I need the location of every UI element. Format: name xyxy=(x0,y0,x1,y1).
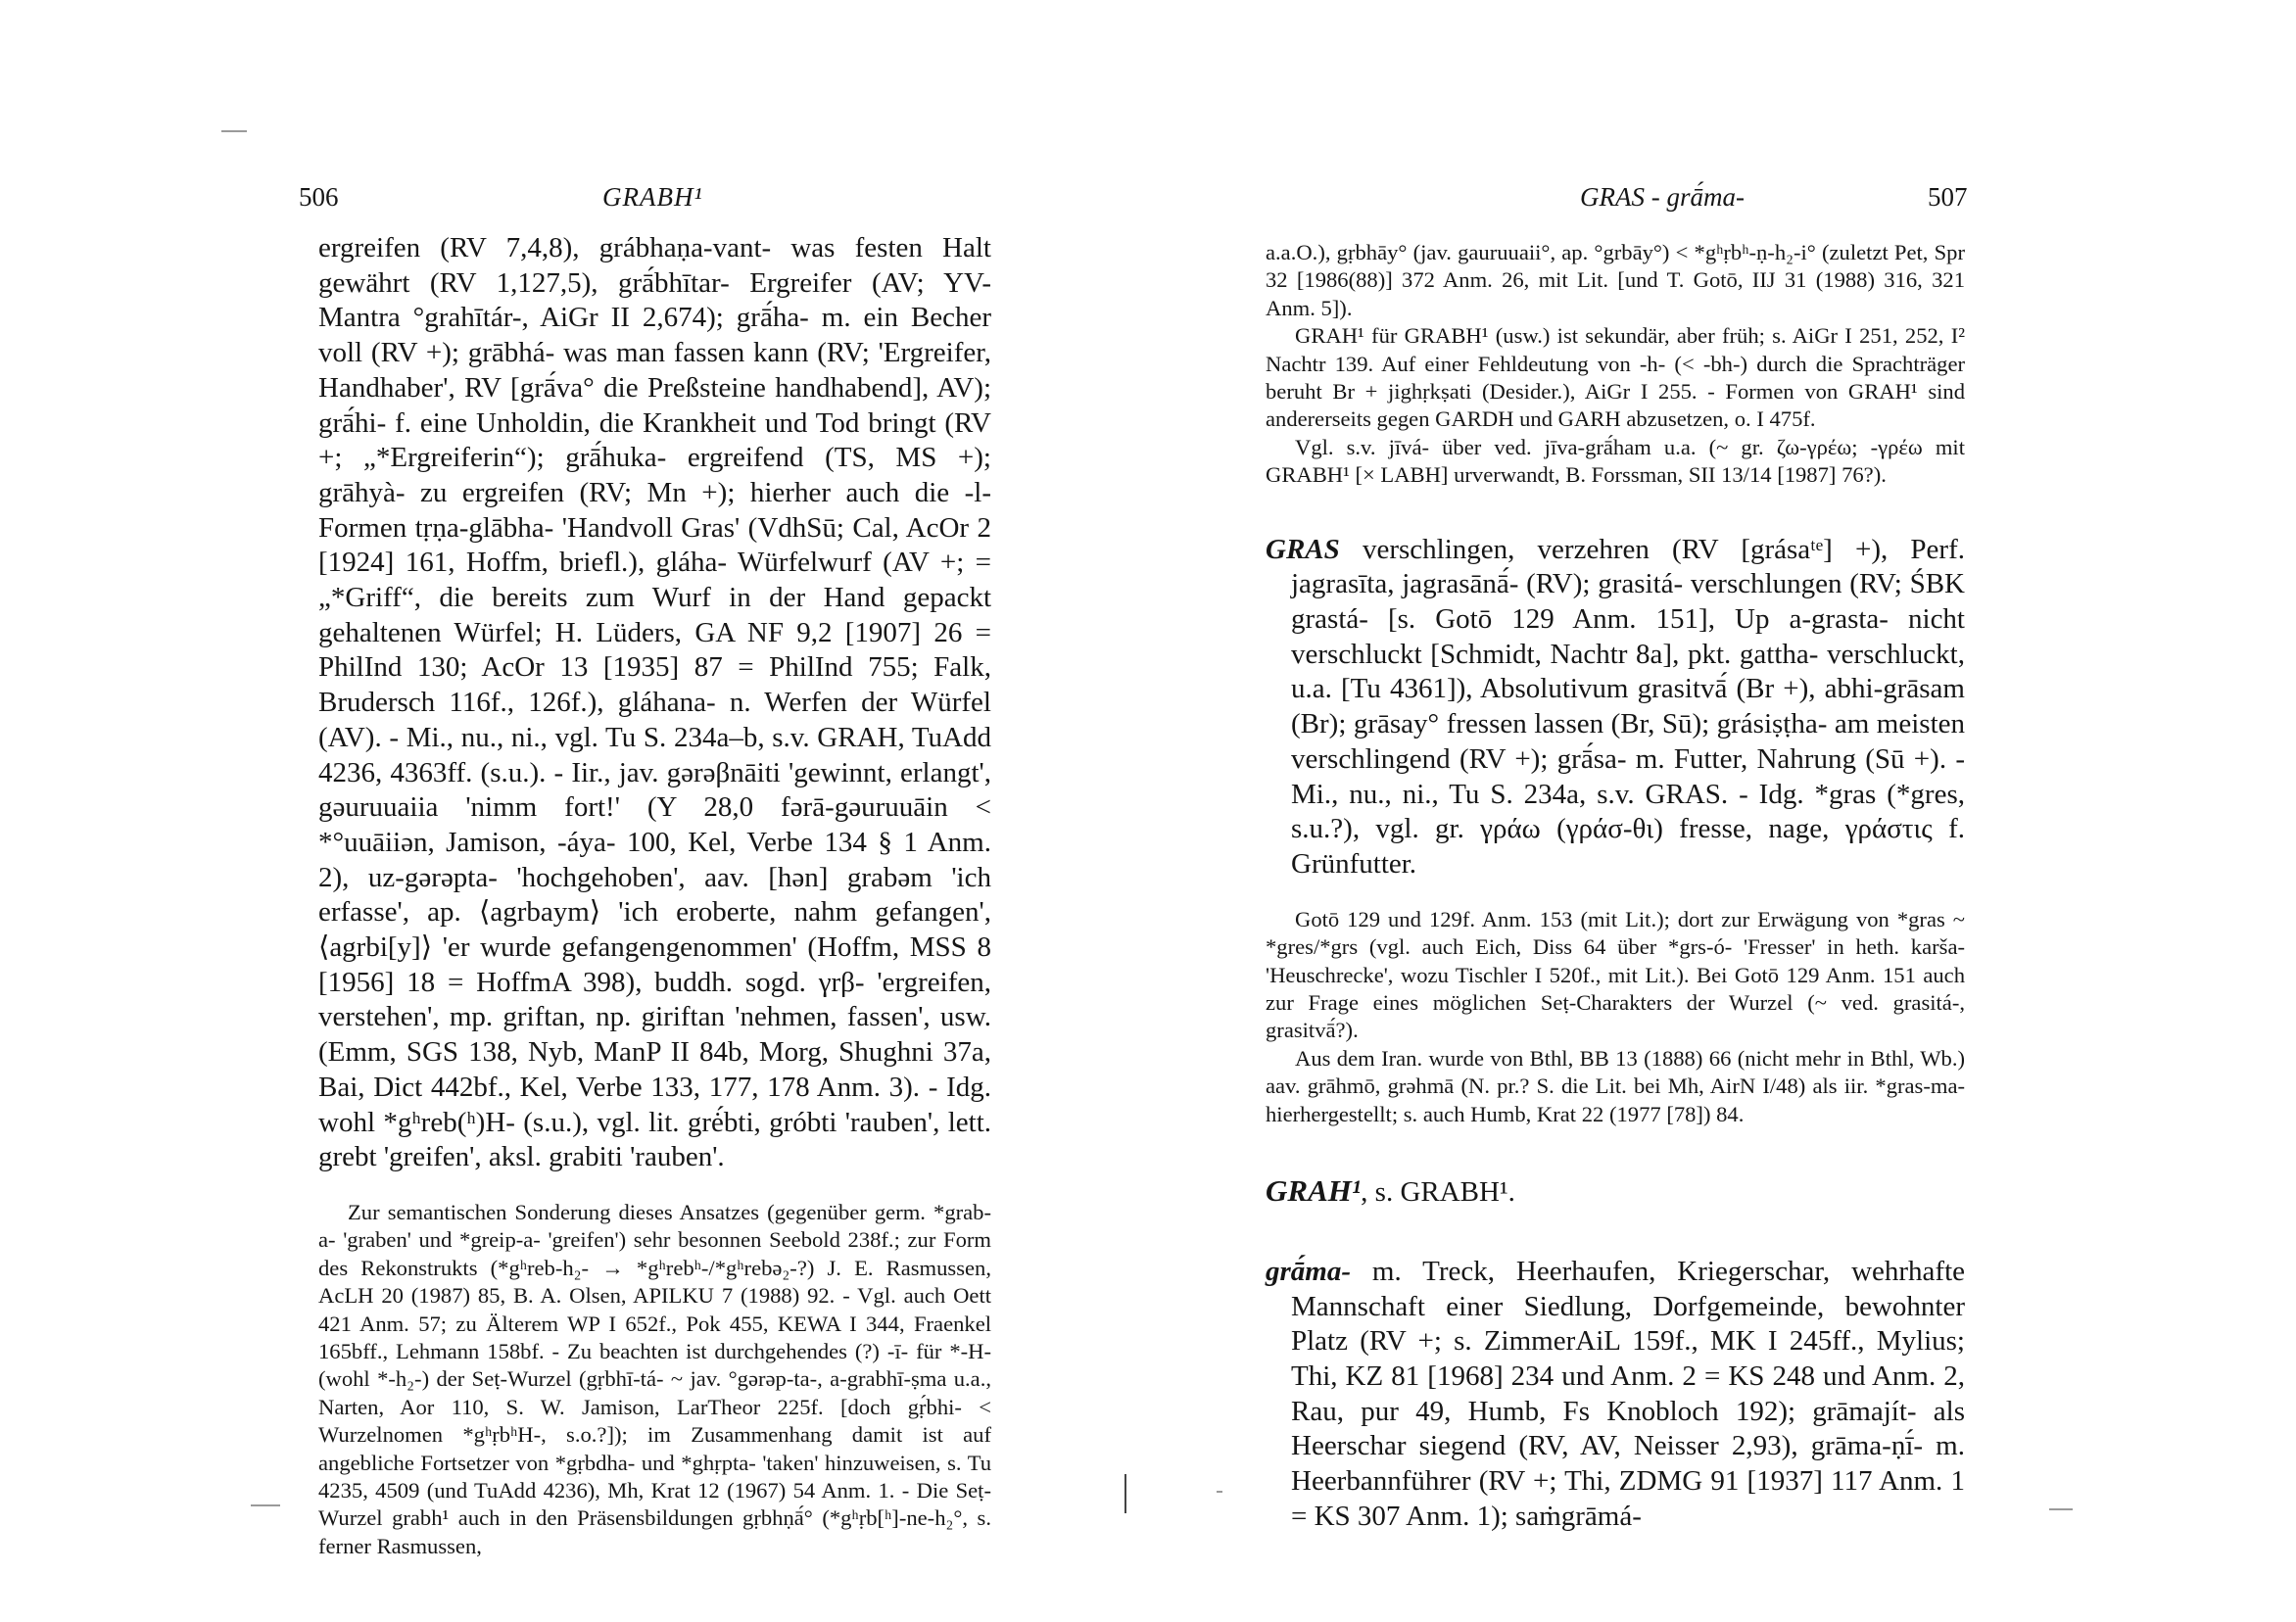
grah-crossref-target: , s. GRABH¹. xyxy=(1361,1175,1515,1208)
grama-definition: m. Treck, Heerhaufen, Kriegerschar, wehrhafte Mannschaft einer Siedlung, Dorfgemeinde, bewohnter Platz (RV +; s. ZimmerAiL 159f., MK I 245ff., Mylius; Thi, KZ 81 [1968] 234 und Anm. 2 = KS 248 und Anm. 2, Rau, pur 49, Humb, Fs Knobloch 192); grāmajít- als Heerschar siegend (RV, AV, Neisser 2,93), grāma-ṇī́- m. Heerbannführer (RV +; Thi, ZDMG 91 [1937] 117 Anm. 1 = KS 307 Anm. 1); saṁgrāmá- xyxy=(1291,1255,1965,1532)
grah-crossref-entry xyxy=(1266,1173,1965,1210)
grabh-entry-continuation: ergreifen (RV 7,4,8), grábhaṇa-vant- was festen Halt gewährt (RV 1,127,5), grā́bhītar- Ergreifer (AV; YV-Mantra °grahītár-, AiGr II 2,674); grā́ha- m. ein Becher voll (RV +); grābhá- was man fassen kann (RV; 'Ergreifer, Handhaber', RV [grā́va° die Preßsteine handhabend], AV); grā́hi- f. eine Unholdin, die Krankheit und Tod bringt (RV +; „*Ergreiferin“); grā́huka- ergreifend (TS, MS +); grāhyà- zu ergreifen (RV; Mn +); hierher auch die -l-Formen tṛṇa-glābha- 'Handvoll Gras' (VdhSū; Cal, AcOr 2 [1924] 161, Hoffm, briefl.), gláha- Würfelwurf (AV +; = „*Griff“, die bereits zum Wurf in der Hand gepackt gehaltenen Würfel; H. Lüders, GA NF 9,2 [1907] 26 = PhilInd 130; AcOr 13 [1935] 87 = PhilInd 755; Falk, Brudersch 116f., 126f.), gláhana- n. Werfen der Würfel (AV). - Mi., nu., ni., vgl. Tu S. 234a–b, s.v. GRAH, TuAdd 4236, 4363ff. (s.u.). - Iir., jav. gərəβnāiti 'gewinnt, erlangt', gəuruuaiia 'nimm fort!' (Y 28,0 fərā-gəuruuāin < *°uuāiiən, Jamison, -áya- 100, Kel, Verbe 134 § 1 Anm. 2), uz-gərəpta- 'hochgehoben', aav. [hən] grabəm 'ich erfasse', ap. ⟨agrbaym⟩ 'ich eroberte, nahm gefangen', ⟨agrbi[y]⟩ 'er wurde gefangengenommen' (Hoffm, MSS 8 [1956] 18 = HoffmA 398), buddh. sogd. γrβ- 'ergreifen, verstehen', mp. griftan, np. giriftan 'nehmen, fassen', usw. (Emm, SGS 138, Nyb, ManP II 84b, Morg, Shughni 37a, Bai, Dict 442bf., Kel, Verbe 133, 177, 178 Anm. 3). - Idg. wohl *gʰreb(ʰ)H- (s.u.), vgl. lit. grė́bti, gróbti 'rauben', lett. grebt 'greifen', aksl. grabiti 'rauben'. xyxy=(318,232,991,1173)
grabh-small-print-note: Zur semantischen Sonderung dieses Ansatzes (gegenüber germ. *grab-a- 'graben' und *greip-a- 'greifen') sehr besonnen Seebold 238f.; zur Form des Rekonstrukts (*gʰreb-h₂- → *gʰrebʰ-/*gʰrebə₂-?) J. E. Rasmussen, AcLH 20 (1987) 85, B. A. Olsen, APILKU 7 (1988) 92. - Vgl. auch Oett 421 Anm. 57; zu Älterem WP I 652f., Pok 455, KEWA I 344, Fraenkel 165bff., Lehmann 158bf. - Zu beachten ist durchgehendes (?) -ī- für *-H- (wohl *-h₂-) der Seṭ-Wurzel (gṛbhī-tá- ~ jav. °gərəp-ta-, a-grabhī-ṣma u.a., Narten, Aor 110, S. W. Jamison, LarTheor 225f. [doch gṛ́bhi- < Wurzelnomen *gʰṛbʰH-, s.o.?]); im Zusammenhang damit ist auf angebliche Fortsetzer von *gṛbdha- und *ghṛpta- 'taken' hinzuweisen, s. Tu 4235, 4509 (und TuAdd 4236), Mh, Krat 12 (1967) 54 Anm. 1. - Die Seṭ-Wurzel grabh¹ auch in den Präsensbildungen gṛbhṇā́° (*gʰṛb[ʰ]-ne-h₂°, s. ferner Rasmussen, xyxy=(318,1199,991,1558)
gras-definition: verschlingen, verzehren (RV [grásaᵗᵉ] +), Perf. jagrasīta, jagrasānā́- (RV); grasitá- verschlungen (RV; ŚBK grastá- [s. Gotō 129 Anm. 151], Up a-grasta- nicht verschluckt [Schmidt, Nachtr 8a], pkt. gattha- verschluckt, u.a. [Tu 4361]), Absolutivum grasitvā́ (Br +), abhi-grāsam (Br); grāsay° fressen lassen (Br, Sū); grásiṣṭha- am meisten verschlingend (RV +); grā́sa- m. Futter, Nahrung (Sū +). - Mi., nu., ni., Tu S. 234a, s.v. GRAS. - Idg. *gras (*gres, s.u.?), vgl. gr. γράω (γράσ-θι) fresse, nage, γράστις f. Grünfutter. xyxy=(1291,533,1965,880)
scan-speck xyxy=(221,130,247,132)
right-page-number: 507 xyxy=(1928,182,1968,212)
grabh-note-continuation: a.a.O.), gṛbhāy° (jav. gauruuaii°, ap. °grbāy°) < *gʰṛbʰ-ṇ-h₂-i° (zuletzt Pet, Spr 32 [1986(88)] 372 Anm. 26, mit Lit. [und T. Gotō, IIJ 31 (1988) 316, 321 Anm. 5]). xyxy=(1266,240,1965,320)
left-running-head: GRABH¹ xyxy=(602,182,703,212)
right-page xyxy=(1148,0,2296,1622)
right-running-head: GRAS - grā́ma- xyxy=(1580,182,1745,212)
gras-note: Gotō 129 und 129f. Anm. 153 (mit Lit.); dort zur Erwägung von *gras ~ *gres/*grs (vgl. auch Eich, Diss 64 über *grs-ó- 'Fresser' in heth. karša- 'Heuschrecke', wozu Tischler I 520f., mit Lit.). Bei Gotō 129 Anm. 151 auch zur Frage eines möglichen Seṭ-Charakters der Wurzel (~ ved. grasitá-, grasitvā́?). xyxy=(1266,906,1965,1043)
gras-lemma: GRAS xyxy=(1266,533,1340,565)
left-page-number: 506 xyxy=(299,182,339,212)
scan-speck xyxy=(1217,1491,1222,1493)
grama-lemma: grā́ma- xyxy=(1266,1255,1351,1287)
grama-entry xyxy=(1266,1255,1965,1535)
gutter-line xyxy=(1124,1474,1126,1513)
gras-entry xyxy=(1266,533,1965,883)
scan-speck xyxy=(251,1504,280,1506)
grah-secondary-note: GRAH¹ für GRABH¹ (usw.) ist sekundär, aber früh; s. AiGr I 251, 252, I² Nachtr 139. Auf einer Fehldeutung von -h- (< -bh-) durch die Sprachträger beruht Br + jighṛkṣati (Desider.), AiGr I 255. - Formen von GRAH¹ sind andererseits gegen GARDH und GARH abzusetzen, o. I 475f. xyxy=(1266,323,1965,432)
gras-iranian-note: Aus dem Iran. wurde von Bthl, BB 13 (1888) 66 (nicht mehr in Bthl, Wb.) aav. grāhmō, grǝhmā (N. pr.? S. die Lit. bei Mh, AirN I/48) als iir. *gras-ma- hierhergestellt; s. auch Humb, Krat 22 (1977 [78]) 84. xyxy=(1266,1045,1965,1126)
grah-lemma: GRAH¹ xyxy=(1266,1172,1362,1208)
jiva-crossref-note: Vgl. s.v. jīvá- über ved. jīva-grā́ham u.a. (~ gr. ζω-γρέω; -γρέω mit GRABH¹ [× LABH] urverwandt, B. Forssman, SII 13/14 [1987] 76?). xyxy=(1266,434,1965,488)
right-text-column xyxy=(1266,239,1965,1535)
left-text-column xyxy=(318,231,991,1560)
scan-speck xyxy=(2049,1508,2073,1510)
